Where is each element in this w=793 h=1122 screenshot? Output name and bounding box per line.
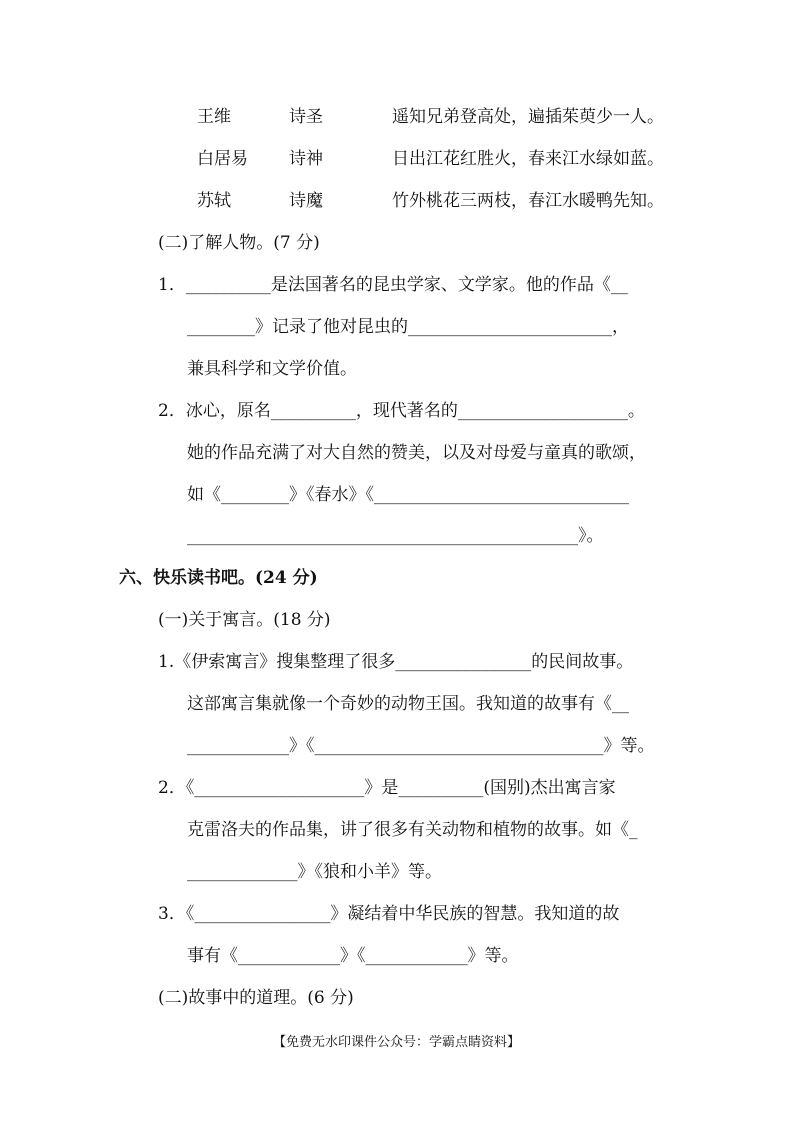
- poet-title: 诗神: [289, 149, 323, 169]
- page-footer: 【免费无水印课件公众号：学霸点睛资料】: [272, 1035, 520, 1050]
- subsection-heading: (一)关于寓言。(18 分): [158, 610, 331, 630]
- question-line: 1．__________是法国著名的昆虫学家、文学家。他的作品《__: [158, 275, 628, 295]
- subsection-heading: (二)了解人物。(7 分): [158, 233, 320, 253]
- poet-name: 苏轼: [197, 191, 231, 211]
- subsection-heading: (二)故事中的道理。(6 分): [158, 988, 354, 1008]
- question-line: 如《________》《春水》《______________________________: [187, 485, 629, 505]
- question-line: 事有《____________》《____________》等。: [187, 946, 519, 966]
- question-line: ________》记录了他对昆虫的________________________，: [187, 317, 629, 337]
- poet-name: 王维: [197, 107, 231, 127]
- poet-title: 诗魔: [289, 191, 323, 211]
- question-line: 她的作品充满了对大自然的赞美，以及对母爱与童真的歌颂，: [187, 443, 646, 463]
- question-line: 1.《伊索寓言》搜集整理了很多________________的民间故事。: [158, 652, 634, 672]
- question-line: 克雷洛夫的作品集，讲了很多有关动物和植物的故事。如《_: [187, 820, 638, 840]
- matching-row: [0, 147, 793, 171]
- poem-verse: 竹外桃花三两枝，春江水暖鸭先知。: [392, 191, 664, 211]
- question-line: 2．《____________________》是__________(国别)杰出寓言家: [158, 778, 616, 798]
- question-line: ____________》《__________________________________》等。: [187, 736, 655, 756]
- question-line: 兼具科学和文学价值。: [187, 359, 357, 379]
- question-line: 这部寓言集就像一个奇妙的动物王国。我知道的故事有《__: [187, 694, 629, 714]
- matching-row: [0, 105, 793, 129]
- poem-verse: 日出江花红胜火，春来江水绿如蓝。: [392, 149, 664, 169]
- poem-verse: 遥知兄弟登高处，遍插茱萸少一人。: [392, 107, 664, 127]
- question-line: ______________________________________________》。: [187, 526, 604, 546]
- question-line: 2．冰心，原名__________，现代著名的____________________。: [158, 401, 645, 421]
- question-line: 3．《________________》凝结着中华民族的智慧。我知道的故: [158, 904, 620, 924]
- poet-title: 诗圣: [289, 107, 323, 127]
- matching-row: [0, 189, 793, 213]
- section-heading: 六、快乐读书吧。(24 分): [119, 568, 318, 588]
- question-line: _____________》《狼和小羊》等。: [187, 862, 442, 882]
- poet-name: 白居易: [197, 149, 248, 169]
